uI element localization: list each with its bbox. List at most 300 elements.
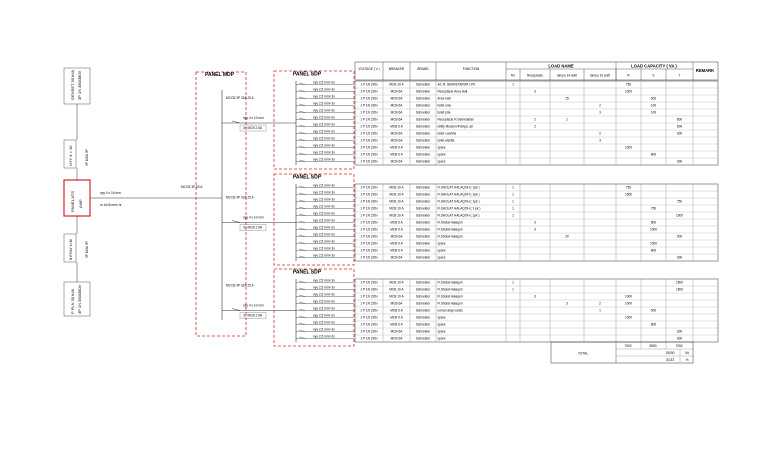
cell-function: R.SHOLAT HALAQOH ( 1pk ) bbox=[437, 185, 480, 190]
branch-breaker bbox=[299, 118, 305, 120]
branch-breaker bbox=[299, 139, 305, 141]
branch-breaker bbox=[299, 160, 305, 162]
branch-breaker bbox=[299, 200, 305, 202]
cell-breaker: MCB 10 A bbox=[389, 287, 404, 292]
cell-l14: 20 bbox=[565, 234, 569, 239]
cell-brand: Schneider bbox=[415, 213, 431, 218]
cell-r: 1000 bbox=[624, 145, 633, 150]
cell-tt: 1500 bbox=[675, 213, 684, 218]
branch-cable-label: nyy 2,5 mm² 3x bbox=[313, 87, 335, 92]
cell-tt: 300 bbox=[676, 336, 683, 341]
cell-function: R.SHOLAT HALAQOH ( 1 pk ) bbox=[437, 206, 481, 211]
cell-l14: 3 bbox=[566, 301, 568, 306]
cell-breaker: MCB 6A bbox=[390, 329, 403, 334]
branch-breaker bbox=[299, 214, 305, 216]
cell-voltage: 1 P 1N 220v bbox=[360, 315, 378, 320]
branch-breaker bbox=[299, 207, 305, 209]
branch-breaker bbox=[299, 249, 305, 251]
cell-voltage: 1 P 1N 220v bbox=[360, 96, 378, 101]
branch-breaker bbox=[299, 104, 305, 106]
pln-label-1: P PLN 30 kVA bbox=[70, 288, 75, 314]
cell-breaker: MCB 6 A bbox=[390, 152, 403, 157]
cell-s: 100 bbox=[650, 103, 657, 108]
cell-function: R.Sholat Halaqoh bbox=[437, 220, 463, 225]
cell-brand: Schneider bbox=[415, 152, 431, 157]
branch-breaker bbox=[299, 256, 305, 258]
cell-r: 1500 bbox=[624, 192, 633, 197]
mdp-sub-cable-label: nyy 4 x 10 mm bbox=[243, 215, 264, 220]
cell-tt: 300 bbox=[676, 159, 683, 164]
cell-l10: 3 bbox=[599, 138, 601, 143]
header-remark: REMARK bbox=[695, 68, 715, 73]
branch-breaker bbox=[299, 186, 305, 188]
cell-voltage: 1 P 1N 220v bbox=[360, 255, 378, 260]
totals-t: 7050 bbox=[675, 343, 683, 348]
cell-function: spare bbox=[437, 145, 446, 150]
cell-function: utility Musium/Pompa. air bbox=[437, 124, 474, 129]
cell-breaker: MCB 6 A bbox=[390, 124, 403, 129]
cell-brand: Schneider bbox=[415, 280, 431, 285]
cell-breaker: MCB 6 A bbox=[390, 322, 403, 327]
branch-breaker bbox=[299, 316, 305, 318]
branch-cable-label: nyy 2,5 mm² 3x bbox=[313, 157, 335, 162]
pln-cable-label: NYFGbY 4×16 bbox=[69, 239, 73, 260]
cell-function: R.SHOLAT HALAQOH ( 1pk ) bbox=[437, 192, 480, 197]
cell-breaker: MCB 6 A bbox=[390, 220, 403, 225]
cell-ac: 1 bbox=[512, 192, 514, 197]
panel-sdp-title: PANEL SDP bbox=[292, 174, 322, 181]
cell-function: Receptacle Area Hall bbox=[437, 89, 468, 94]
cell-breaker: MCB 6A bbox=[390, 96, 403, 101]
cell-tt: 300 bbox=[676, 255, 683, 260]
header-l14: lampu 14 watt bbox=[557, 73, 577, 78]
branch-cable-label: nyy 2,5 mm² 3x bbox=[313, 253, 335, 258]
branch-cable-label: nyy 2,5 mm² 3x bbox=[313, 232, 335, 237]
cell-breaker: MCB 6A bbox=[390, 336, 403, 341]
header-load-capacity: LOAD CAPACITY ( VA ) bbox=[631, 63, 677, 69]
branch-cable-label: nyy 2,5 mm² 3x bbox=[313, 122, 335, 127]
branch-breaker bbox=[299, 228, 305, 230]
branch-breaker bbox=[299, 309, 305, 311]
cell-recep: 3 bbox=[534, 220, 536, 225]
cell-brand: Schneider bbox=[415, 308, 431, 313]
branch-cable-label: nyy 2,5 mm² 3x bbox=[313, 278, 335, 283]
cell-brand: Schneider bbox=[415, 315, 431, 320]
header-ac: AC bbox=[510, 73, 516, 78]
branch-cable-label: nyy 2,5 mm² 3x bbox=[313, 190, 335, 195]
cell-breaker: MCB 10 A bbox=[389, 280, 404, 285]
ats-label-1: PANEL ATS bbox=[70, 190, 75, 212]
panel-sdp-title: PANEL SDP bbox=[292, 269, 322, 276]
cell-function: toilet umu bbox=[437, 103, 452, 108]
mdp-sub-cable-label: nyy 4 x 10 mm bbox=[243, 303, 264, 308]
cell-voltage: 1 P 1N 220v bbox=[360, 234, 378, 239]
cell-breaker: MCB 10 A bbox=[389, 192, 404, 197]
cell-voltage: 1 P 1N 220v bbox=[360, 241, 378, 246]
cell-function: spare bbox=[437, 152, 446, 157]
cell-brand: Schneider bbox=[415, 329, 431, 334]
cell-s: 800 bbox=[650, 248, 657, 253]
cell-tt: 1500 bbox=[675, 287, 684, 292]
cell-l14: 15 bbox=[565, 96, 569, 101]
branch-breaker bbox=[299, 288, 305, 290]
cell-brand: Schneider bbox=[415, 255, 431, 260]
branch-breaker bbox=[299, 281, 305, 283]
cell-function: R.Sholat Halaqoh bbox=[437, 234, 463, 239]
cell-brand: Schneider bbox=[415, 192, 431, 197]
cell-breaker: MCB 10 A bbox=[389, 185, 404, 190]
cell-voltage: 1 P 1N 220v bbox=[360, 336, 378, 341]
cell-voltage: 1 P 1N 220v bbox=[360, 192, 378, 197]
branch-cable-label: nyy 2,5 mm² 3x bbox=[313, 327, 335, 332]
mdp-sub-note-label: 3+ MCB 2.5A bbox=[243, 126, 263, 131]
branch-cable-label: nyy 2,5 mm² 3x bbox=[313, 211, 335, 216]
cell-voltage: 1 P 1N 220v bbox=[360, 110, 378, 115]
genset-label-1: GENSET 30 kVA bbox=[70, 69, 75, 100]
cell-voltage: 1 P 1N 220v bbox=[360, 308, 378, 313]
cell-s: 750 bbox=[650, 206, 657, 211]
cell-breaker: MCB 6 A bbox=[390, 145, 403, 150]
cell-s: 1000 bbox=[649, 241, 658, 246]
cell-s: 600 bbox=[650, 96, 657, 101]
ats-label-2: AMP bbox=[78, 199, 83, 208]
cell-r: 1000 bbox=[624, 301, 633, 306]
header-r: R bbox=[627, 73, 630, 78]
cell-brand: Schneider bbox=[415, 227, 431, 232]
cell-l10: 2 bbox=[599, 103, 601, 108]
cell-s: 100 bbox=[650, 110, 657, 115]
cell-breaker: MCB 6A bbox=[390, 301, 403, 306]
cell-breaker: MCB 6A bbox=[390, 234, 403, 239]
branch-breaker bbox=[299, 242, 305, 244]
branch-cable-label: nyy 2,5 mm² 3x bbox=[313, 218, 335, 223]
cell-breaker: MCB 6A bbox=[390, 131, 403, 136]
totals-pct-unit: % bbox=[685, 357, 689, 362]
mdp-title: PANEL MDP bbox=[205, 72, 234, 78]
cell-voltage: 1 P 1N 220v bbox=[360, 213, 378, 218]
totals-sum-unit: VA bbox=[684, 350, 690, 355]
cell-voltage: 1 P 1N 220v bbox=[360, 227, 378, 232]
branch-breaker bbox=[299, 323, 305, 325]
cell-s: 800 bbox=[650, 220, 657, 225]
cell-s: 1000 bbox=[649, 227, 658, 232]
cell-brand: Schneider bbox=[415, 241, 431, 246]
mdp-sub-breaker-label: MCCB 3P 32A 25 A bbox=[226, 195, 254, 200]
cell-brand: Schneider bbox=[415, 220, 431, 225]
cell-brand: Schneider bbox=[415, 294, 431, 299]
pln-label-2: 3P 1N 380/380V bbox=[77, 284, 82, 314]
pln-spec-label: 3P 100A 3P bbox=[85, 241, 89, 258]
cell-breaker: MCB 6 A bbox=[390, 308, 403, 313]
cell-breaker: MCB 6A bbox=[390, 138, 403, 143]
cell-function: R.Sholat Halaqoh bbox=[437, 294, 463, 299]
cell-ac: 1 bbox=[512, 280, 514, 285]
mdp-sub-note-label: 3+ MCB 2.5A bbox=[243, 313, 263, 318]
cell-function: spare bbox=[437, 322, 446, 327]
cell-brand: Schneider bbox=[415, 185, 431, 190]
cell-function: toilet wanita bbox=[437, 138, 455, 143]
branch-cable-label: nyy 2,5 mm² 3x bbox=[313, 306, 335, 311]
cell-brand: Schneider bbox=[415, 82, 431, 87]
branch-breaker bbox=[299, 97, 305, 99]
branch-cable-label: nyy 2,5 mm² 3x bbox=[313, 101, 335, 106]
cell-voltage: 1 P 1N 220v bbox=[360, 138, 378, 143]
cell-voltage: 1 P 1N 220v bbox=[360, 280, 378, 285]
totals-pct: 33,33 bbox=[666, 357, 674, 362]
cell-brand: Schneider bbox=[415, 234, 431, 239]
cell-voltage: 1 P 1N 220v bbox=[360, 103, 378, 108]
panel-mdp bbox=[181, 72, 246, 336]
branch-breaker bbox=[299, 193, 305, 195]
cell-function: ruman atap varsis bbox=[437, 308, 463, 313]
branch-breaker bbox=[299, 132, 305, 134]
cell-brand: Schneider bbox=[415, 248, 431, 253]
cell-voltage: 1 P 1N 220v bbox=[360, 199, 378, 204]
cell-function: R.Sholat Halaqoh bbox=[437, 301, 463, 306]
cell-function: spare bbox=[437, 329, 446, 334]
header-voltage: VOLTAGE ( V ) bbox=[358, 67, 380, 71]
branch-breaker bbox=[299, 337, 305, 339]
cell-function: spare bbox=[437, 241, 446, 246]
mdp-sub-cable-label: nyy 4 x 10 mm bbox=[243, 116, 264, 120]
mdp-sub-note-label: 3+ MCB 2.5A bbox=[243, 225, 263, 230]
cell-function: spare bbox=[437, 315, 446, 320]
cell-ac: 1 bbox=[512, 199, 514, 204]
cell-s: 800 bbox=[650, 322, 657, 327]
cell-tt: 600 bbox=[676, 124, 683, 129]
cell-breaker: MCB 6A bbox=[390, 103, 403, 108]
cell-voltage: 1 P 1N 220v bbox=[360, 89, 378, 94]
header-load-name: LOAD NAME bbox=[548, 63, 574, 69]
branch-breaker bbox=[299, 146, 305, 148]
cell-recep: 3 bbox=[534, 294, 536, 299]
cell-function: spare bbox=[437, 255, 446, 260]
cell-ac: 1 bbox=[512, 185, 514, 190]
header-t: T bbox=[678, 73, 681, 78]
branch-breaker bbox=[299, 153, 305, 155]
cell-function: toilet r.wahhe bbox=[437, 131, 457, 136]
mdp-feeder-switch bbox=[232, 309, 240, 311]
cell-s: 800 bbox=[650, 152, 657, 157]
cell-breaker: MCB 6 A bbox=[390, 227, 403, 232]
cell-brand: Schneider bbox=[415, 287, 431, 292]
branch-breaker bbox=[299, 330, 305, 332]
cell-voltage: 1 P 1N 220v bbox=[360, 329, 378, 334]
cell-function: spare bbox=[437, 248, 446, 253]
cell-s: 600 bbox=[650, 308, 657, 313]
cell-function: Receptacle R Sekretarian bbox=[437, 117, 474, 122]
cell-l10: 1 bbox=[599, 308, 601, 313]
cell-voltage: 1 P 1N 220v bbox=[360, 145, 378, 150]
cell-function: Area Hall bbox=[437, 96, 451, 101]
header-breaker: BREAKER bbox=[388, 67, 405, 71]
cell-r: 1000 bbox=[624, 315, 633, 320]
cell-voltage: 1 P 1N 220v bbox=[360, 152, 378, 157]
cell-voltage: 1 P 1N 220v bbox=[360, 117, 378, 122]
cell-brand: Schneider bbox=[415, 145, 431, 150]
branch-cable-label: nyy 2,5 mm² 3x bbox=[313, 183, 335, 188]
cell-breaker: MCB 6A bbox=[390, 110, 403, 115]
panel-table-frame bbox=[355, 279, 718, 342]
cell-tt: 600 bbox=[676, 117, 683, 122]
genset-spec-label: 3P 100A 3P bbox=[85, 149, 89, 166]
branch-cable-label: nyy 2,5 mm² 3x bbox=[313, 115, 335, 120]
branch-cable-label: nyy 2,5 mm² 3x bbox=[313, 94, 335, 99]
cell-voltage: 1 P 1N 220v bbox=[360, 124, 378, 129]
cell-l10: 2 bbox=[599, 131, 601, 136]
cell-function: AC R. SEKRETARIAT LPK bbox=[437, 82, 476, 87]
branch-cable-label: nyy 2,5 mm² 3x bbox=[313, 197, 335, 202]
cell-function: R.Sholat Halaqoh bbox=[437, 287, 463, 292]
cell-l14: 1 bbox=[566, 117, 568, 122]
branch-cable-label: nyy 2,5 mm² 3x bbox=[313, 108, 335, 113]
cell-brand: Schneider bbox=[415, 322, 431, 327]
branch-cable-label: nyy 2,5 mm² 3x bbox=[313, 299, 335, 304]
cell-brand: Schneider bbox=[415, 206, 431, 211]
cell-ac: 1 bbox=[512, 82, 514, 87]
cell-ac: 1 bbox=[512, 287, 514, 292]
branch-breaker bbox=[299, 302, 305, 304]
branch-cable-label: nyy 2,5 mm² 3x bbox=[313, 204, 335, 209]
cell-function: toilet pria bbox=[437, 110, 451, 115]
cell-brand: Schneider bbox=[415, 336, 431, 341]
branch-breaker bbox=[299, 125, 305, 127]
branch-cable-label: nyy 2,5 mm² 3x bbox=[313, 136, 335, 141]
cell-voltage: 1 P 1N 220v bbox=[360, 220, 378, 225]
cell-tt: 750 bbox=[676, 199, 683, 204]
cell-brand: Schneider bbox=[415, 131, 431, 136]
cell-breaker: MCB 10 A bbox=[389, 199, 404, 204]
branch-cable-label: nyy 2,5 mm² 3x bbox=[313, 285, 335, 290]
cell-voltage: 1 P 1N 220v bbox=[360, 185, 378, 190]
cell-function: R.SHOLAT HALAQOH ( 1pk ) bbox=[437, 199, 480, 204]
mdp-sub-breaker-label: MCCB 3P 32A 25 A bbox=[226, 283, 254, 288]
ats-panel bbox=[64, 180, 90, 216]
cell-breaker: MCB 6 A bbox=[390, 241, 403, 246]
cell-recep: 2 bbox=[534, 117, 536, 122]
header-l10: lampu 10 watt bbox=[590, 73, 610, 78]
cell-r: 750 bbox=[625, 82, 632, 87]
branch-cable-label: nyy 2,5 mm² 3x bbox=[313, 313, 335, 318]
branch-breaker bbox=[299, 90, 305, 92]
cell-brand: Schneider bbox=[415, 159, 431, 164]
branch-cable-label: nyy 2,5 mm² 3x bbox=[313, 80, 335, 85]
feeder-note-label: nr 4x16 mm² nr bbox=[100, 203, 122, 207]
panel-table-frame bbox=[355, 184, 718, 261]
cell-brand: Schneider bbox=[415, 117, 431, 122]
cell-recep: 3 bbox=[534, 227, 536, 232]
cell-brand: Schneider bbox=[415, 124, 431, 129]
cell-brand: Schneider bbox=[415, 103, 431, 108]
cell-brand: Schneider bbox=[415, 301, 431, 306]
cell-l10: 3 bbox=[599, 110, 601, 115]
cell-breaker: MCB 6A bbox=[390, 89, 403, 94]
header-s: S bbox=[652, 73, 655, 78]
cell-r: 750 bbox=[625, 185, 632, 190]
mdp-main-breaker: MCCB 3P 63 A bbox=[181, 185, 203, 189]
branch-breaker bbox=[299, 111, 305, 113]
cell-brand: Schneider bbox=[415, 96, 431, 101]
cell-tt: 1500 bbox=[675, 280, 684, 285]
feeder-cable-label: nyy 4 x 16 mm bbox=[100, 191, 121, 195]
cell-brand: Schneider bbox=[415, 89, 431, 94]
branch-cable-label: nyy 2,5 mm² 3x bbox=[313, 246, 335, 251]
branch-breaker bbox=[299, 221, 305, 223]
cell-breaker: MCB 6A bbox=[390, 255, 403, 260]
header-recep: Receptacle bbox=[527, 73, 543, 78]
cell-voltage: 1 P 1N 220v bbox=[360, 301, 378, 306]
header-function: FUNCTION bbox=[462, 67, 480, 71]
totals-label: TOTAL bbox=[578, 351, 588, 356]
branch-cable-label: nyy 2,5 mm² 3x bbox=[313, 239, 335, 244]
header-brand: BRAND bbox=[417, 67, 429, 71]
cell-r: 1000 bbox=[624, 89, 633, 94]
cell-r: 1000 bbox=[624, 294, 633, 299]
cell-function: spare bbox=[437, 336, 446, 341]
cell-breaker: MCB 6A bbox=[390, 117, 403, 122]
totals-r: 7000 bbox=[624, 343, 632, 348]
cell-function: spare bbox=[437, 159, 446, 164]
cell-function: R.Sholat Halaqoh bbox=[437, 227, 463, 232]
totals-s: 6950 bbox=[649, 343, 657, 348]
cell-voltage: 1 P 1N 220v bbox=[360, 82, 378, 87]
cell-tt: 300 bbox=[676, 329, 683, 334]
cell-breaker: MCB 10 A bbox=[389, 213, 404, 218]
cell-voltage: 1 P 1N 220v bbox=[360, 131, 378, 136]
branch-cable-label: nyy 2,5 mm² 3x bbox=[313, 225, 335, 230]
mdp-sub-breaker-label: MCCB 3P 32A 25 A bbox=[226, 96, 254, 100]
cell-breaker: MCB 6 A bbox=[390, 315, 403, 320]
cell-brand: Schneider bbox=[415, 110, 431, 115]
cell-recep: 2 bbox=[534, 124, 536, 129]
branch-cable-label: nyy 2,5 mm² 3x bbox=[313, 292, 335, 297]
panel-sdp-title: PANEL SDP bbox=[292, 71, 322, 78]
cell-brand: Schneider bbox=[415, 199, 431, 204]
cell-breaker: MCB 6 A bbox=[390, 248, 403, 253]
genset-cable-label: NYY 4 × 16 bbox=[68, 145, 73, 166]
branch-cable-label: nyy 2,5 mm² 3x bbox=[313, 320, 335, 325]
cell-voltage: 1 P 1N 220v bbox=[360, 159, 378, 164]
cell-tt: 300 bbox=[676, 131, 683, 136]
cell-ac: 1 bbox=[512, 206, 514, 211]
mdp-feeder-switch bbox=[232, 121, 240, 123]
cell-l10: 2 bbox=[599, 301, 601, 306]
cell-breaker: MCB 10 A bbox=[389, 294, 404, 299]
cell-voltage: 1 P 1N 220v bbox=[360, 206, 378, 211]
cell-voltage: 1 P 1N 220v bbox=[360, 294, 378, 299]
cell-ac: 1 bbox=[512, 213, 514, 218]
cell-voltage: 1 P 1N 220v bbox=[360, 287, 378, 292]
cell-voltage: 1 P 1N 220v bbox=[360, 322, 378, 327]
branch-breaker bbox=[299, 235, 305, 237]
cell-breaker: MCB 6A bbox=[390, 159, 403, 164]
cell-tt: 300 bbox=[676, 234, 683, 239]
genset-label-2: 3P 1N 380/380V bbox=[77, 70, 82, 100]
totals-sum: 15000 bbox=[665, 350, 675, 355]
branch-cable-label: nyy 2,5 mm² 3x bbox=[313, 150, 335, 155]
cell-voltage: 1 P 1N 220v bbox=[360, 248, 378, 253]
branch-cable-label: nyy 2,5 mm² 3x bbox=[313, 143, 335, 148]
branch-breaker bbox=[299, 83, 305, 85]
cell-function: R.Sholat Halaqoh bbox=[437, 280, 463, 285]
cell-function: R.SHOLAT HALAQOH ( 1pk ) bbox=[437, 213, 480, 218]
branch-cable-label: nyy 2,5 mm² 3x bbox=[313, 129, 335, 134]
cell-recep: 3 bbox=[534, 89, 536, 94]
cell-breaker: MCB 10 A bbox=[389, 82, 404, 87]
cell-breaker: MCB 10 A bbox=[389, 206, 404, 211]
mdp-feeder-switch bbox=[232, 221, 240, 223]
branch-cable-label: nyy 2,5 mm² 3x bbox=[313, 334, 335, 339]
